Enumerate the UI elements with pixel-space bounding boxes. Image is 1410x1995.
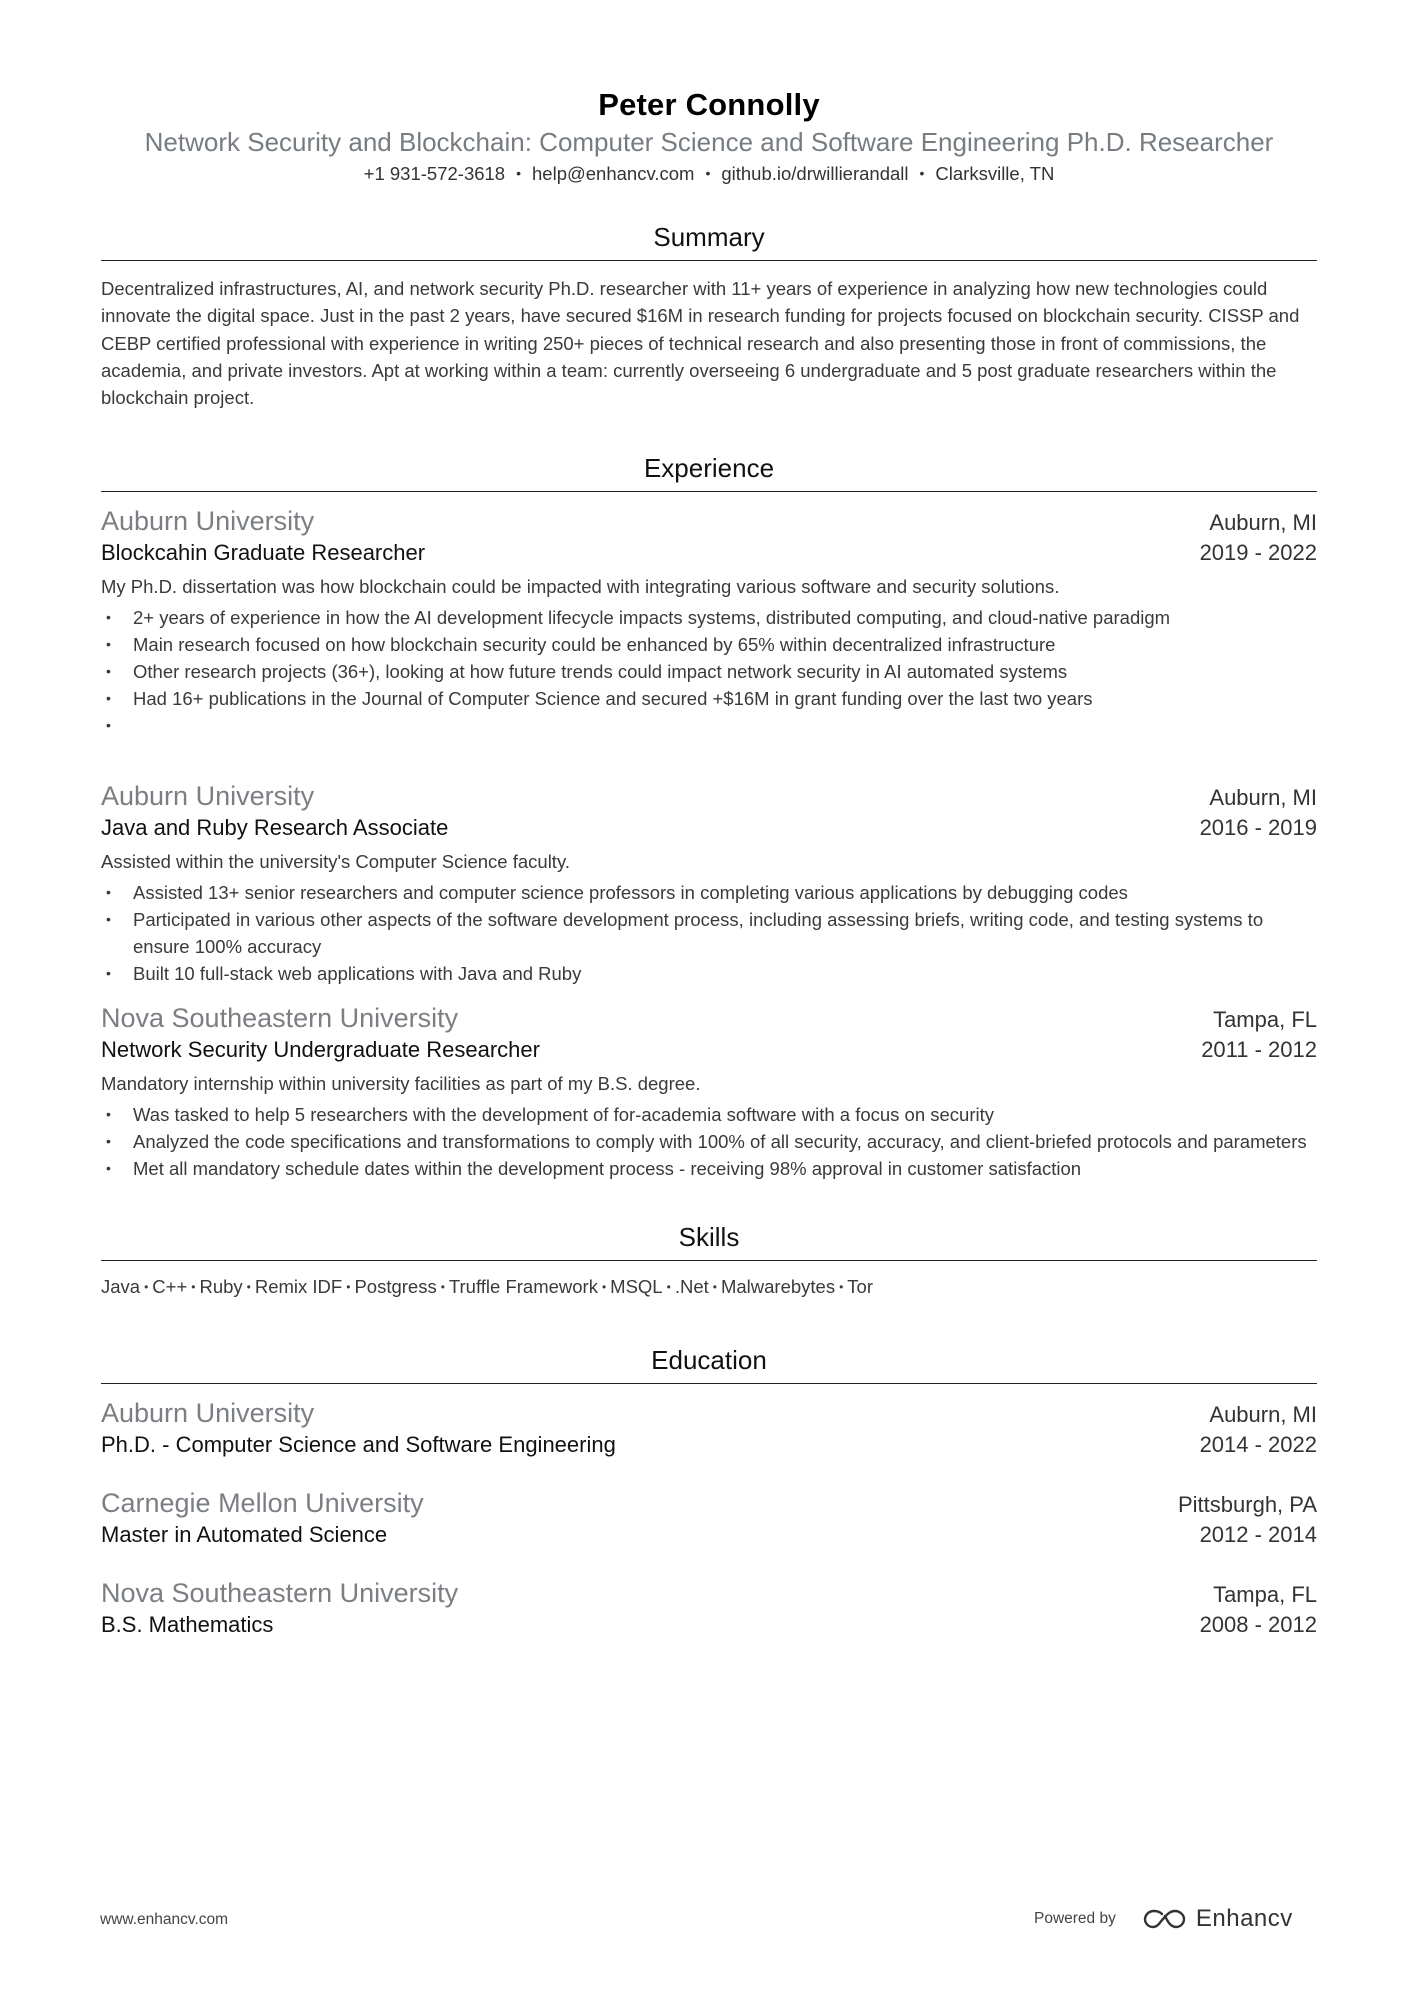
education-location: Tampa, FL <box>1213 1582 1317 1608</box>
education-degree: Master in Automated Science <box>101 1522 388 1548</box>
experience-location: Auburn, MI <box>1209 510 1317 536</box>
education-dates: 2008 - 2012 <box>1199 1612 1317 1638</box>
list-item: • Met all mandatory schedule dates within the development process - receiving 98% approval in customer satisfaction <box>101 1155 1317 1182</box>
bullet-separator-icon: • <box>705 165 711 181</box>
candidate-title: Network Security and Blockchain: Computer Science and Software Engineering Ph.D. Researcher <box>144 127 1274 157</box>
skill-item: Remix IDF <box>254 1276 343 1298</box>
summary-text: Decentralized infrastructures, AI, and network security Ph.D. researcher with 11+ years of experience in analyzing how new technologies could innovate the digital space. Just in the past 2 years, have secured $16M in research funding for projects focused on blockchain security. CISSP and CEBP certified professional with experience in writing 250+ pieces of technical research and also presenting those in front of commissions, the academia, and private investors. Apt at working within a team: currently overseeing 6 undergraduate and 5 post graduate researchers within the blockchain project. <box>101 278 1300 409</box>
skill-item: Java <box>101 1276 141 1298</box>
education-entry <box>101 1576 1317 1640</box>
experience-org: Nova Southeastern University <box>101 1003 459 1034</box>
education-heading: Education <box>101 1343 1317 1384</box>
contact-email[interactable]: help@enhancv.com <box>532 163 695 184</box>
resume-page <box>101 86 1317 1640</box>
skills-list: Java • C++ • Ruby • Remix IDF • Postgress • Truffle Framework • MSQL • .Net • Malwarebytes • Tor <box>101 1276 873 1298</box>
skills-heading: Skills <box>101 1220 1317 1261</box>
enhancv-logo[interactable] <box>1142 1905 1293 1933</box>
bullet-icon: • <box>106 1133 111 1150</box>
bullet-icon: • <box>106 663 111 680</box>
bullet-icon: • <box>106 1160 111 1177</box>
experience-bullets <box>101 1101 1317 1182</box>
education-location: Pittsburgh, PA <box>1178 1492 1317 1518</box>
brand-name: Enhancv <box>1195 1905 1293 1932</box>
education-entry <box>101 1396 1317 1460</box>
education-org: Carnegie Mellon University <box>101 1488 424 1519</box>
experience-heading: Experience <box>101 451 1317 492</box>
list-item: • Other research projects (36+), looking at how future trends could impact network security in AI automated systems <box>101 658 1317 685</box>
bullet-icon: • <box>106 1106 111 1123</box>
education-dates: 2014 - 2022 <box>1199 1432 1317 1458</box>
contact-phone: +1 931-572-3618 <box>363 163 506 184</box>
list-item <box>101 712 1317 739</box>
list-item: • Analyzed the code specifications and transformations to comply with 100% of all security, accuracy, and client-briefed protocols and parameters <box>101 1128 1317 1155</box>
bullet-separator-icon: • <box>919 165 925 181</box>
experience-role: Network Security Undergraduate Researcher <box>101 1037 540 1063</box>
skill-item: .Net <box>674 1276 709 1298</box>
bullet-icon: • <box>106 884 111 901</box>
experience-entry <box>101 779 1317 987</box>
experience-role: Blockcahin Graduate Researcher <box>101 540 426 566</box>
powered-by-label: Powered by <box>1034 1910 1116 1927</box>
skill-item: Malwarebytes <box>720 1276 836 1298</box>
experience-bullets <box>101 879 1317 987</box>
candidate-name: Peter Connolly <box>598 87 820 122</box>
education-entry <box>101 1486 1317 1550</box>
education-location: Auburn, MI <box>1209 1402 1317 1428</box>
contact-line <box>101 161 1317 188</box>
skill-item: Truffle Framework <box>448 1276 598 1298</box>
education-degree: B.S. Mathematics <box>101 1612 274 1638</box>
summary-heading: Summary <box>101 220 1317 261</box>
bullet-icon: • <box>106 965 111 982</box>
enhancv-logo-icon <box>1142 1907 1188 1931</box>
resume-header <box>101 86 1317 188</box>
list-item: • Participated in various other aspects of the software development process, including assessing briefs, writing code, and testing systems to ensure 100% accuracy <box>101 906 1317 960</box>
list-item: • Assisted 13+ senior researchers and computer science professors in completing various applications by debugging codes <box>101 879 1317 906</box>
bullet-icon: • <box>106 690 111 707</box>
bullet-icon: • <box>106 717 111 734</box>
contact-location: Clarksville, TN <box>935 163 1055 184</box>
skill-item: C++ <box>152 1276 188 1298</box>
education-org: Auburn University <box>101 1398 315 1429</box>
list-item: • Had 16+ publications in the Journal of Computer Science and secured +$16M in grant funding over the last two years <box>101 685 1317 712</box>
experience-role: Java and Ruby Research Associate <box>101 815 449 841</box>
list-item: • Main research focused on how blockchain security could be enhanced by 65% within decentralized infrastructure <box>101 631 1317 658</box>
list-item: • 2+ years of experience in how the AI development lifecycle impacts systems, distributed computing, and cloud-native paradigm <box>101 604 1317 631</box>
experience-org: Auburn University <box>101 506 315 537</box>
experience-description: Assisted within the university's Computer Science faculty. <box>101 851 570 873</box>
experience-location: Tampa, FL <box>1213 1007 1317 1033</box>
footer-branding <box>1034 1905 1293 1933</box>
experience-location: Auburn, MI <box>1209 785 1317 811</box>
experience-bullets <box>101 604 1317 739</box>
skill-item: Postgress <box>354 1276 437 1298</box>
experience-description: Mandatory internship within university facilities as part of my B.S. degree. <box>101 1073 701 1095</box>
experience-entry <box>101 504 1317 739</box>
list-item: • Built 10 full-stack web applications with Java and Ruby <box>101 960 1317 987</box>
footer-website[interactable]: www.enhancv.com <box>100 1911 229 1928</box>
education-org: Nova Southeastern University <box>101 1578 459 1609</box>
bullet-separator-icon: • <box>516 165 522 181</box>
bullet-icon: • <box>106 636 111 653</box>
skill-item: MSQL <box>610 1276 663 1298</box>
skill-item: Tor <box>847 1276 873 1298</box>
contact-link[interactable]: github.io/drwillierandall <box>721 163 909 184</box>
education-dates: 2012 - 2014 <box>1199 1522 1317 1548</box>
experience-entry <box>101 1001 1317 1182</box>
education-degree: Ph.D. - Computer Science and Software Engineering <box>101 1432 616 1458</box>
bullet-icon: • <box>106 609 111 626</box>
experience-dates: 2016 - 2019 <box>1199 815 1317 841</box>
experience-dates: 2011 - 2012 <box>1201 1037 1317 1063</box>
list-item: • Was tasked to help 5 researchers with the development of for-academia software with a focus on security <box>101 1101 1317 1128</box>
bullet-icon: • <box>106 911 111 928</box>
experience-description: My Ph.D. dissertation was how blockchain could be impacted with integrating various software and security solutions. <box>101 576 1060 598</box>
skill-item: Ruby <box>199 1276 243 1298</box>
experience-org: Auburn University <box>101 781 315 812</box>
experience-dates: 2019 - 2022 <box>1199 540 1317 566</box>
